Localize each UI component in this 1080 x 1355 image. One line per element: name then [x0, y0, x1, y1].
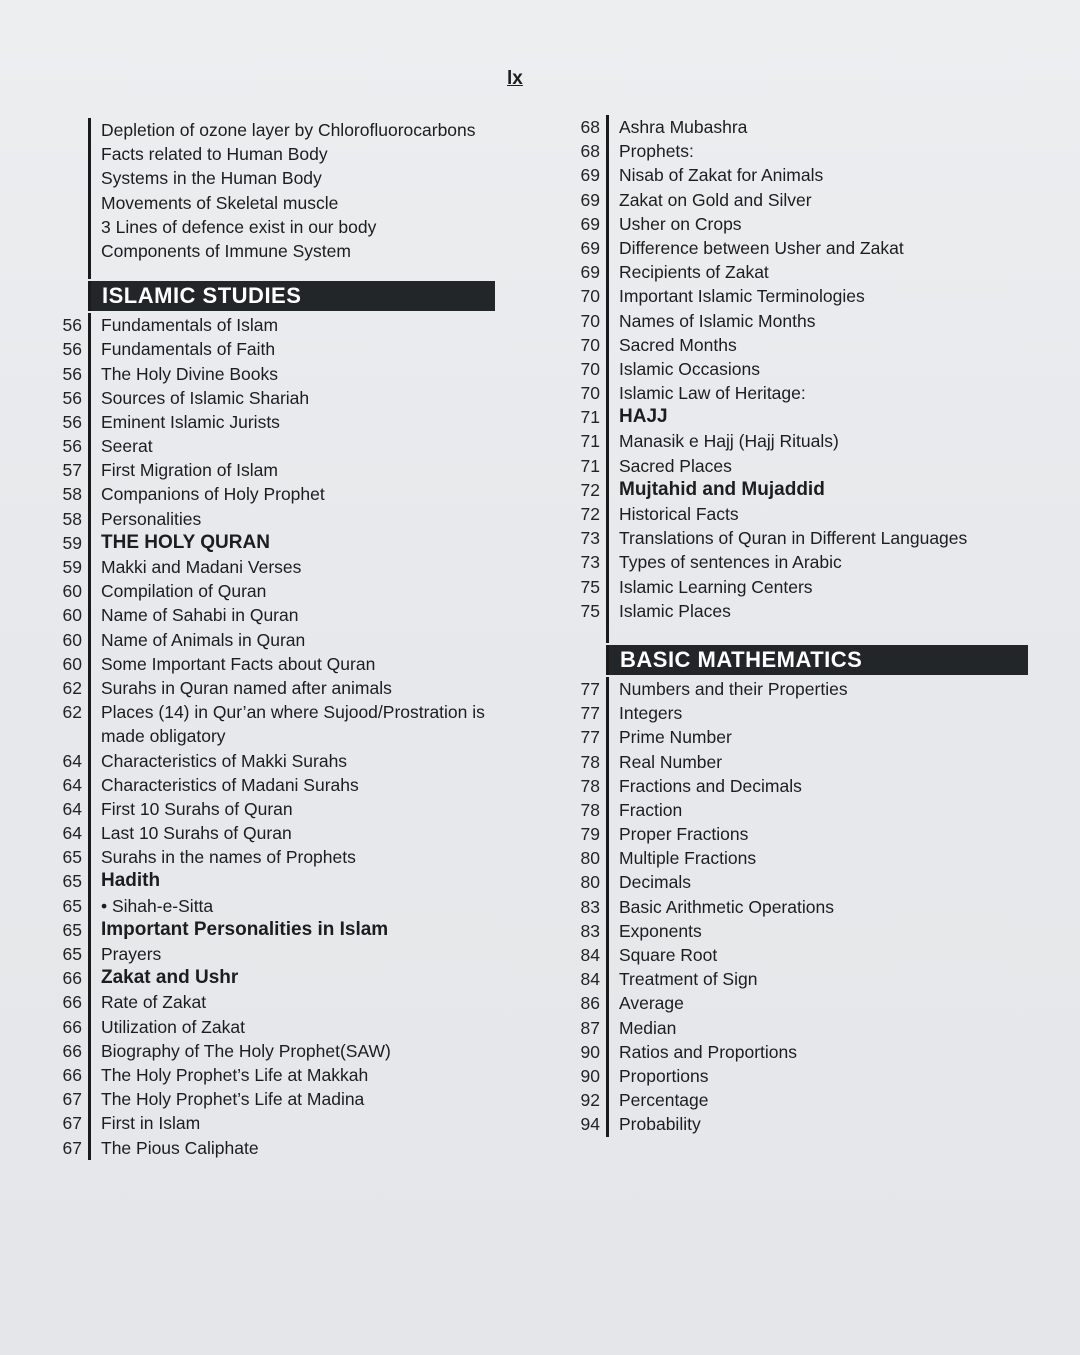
- toc-entry-title: Historical Facts: [606, 502, 1028, 526]
- toc-entry-title: Translations of Quran in Different Languages: [606, 526, 1028, 550]
- toc-entry-title: Usher on Crops: [606, 212, 1028, 236]
- toc-entry: [50, 386, 495, 410]
- toc-entry-title: Average: [606, 991, 1028, 1015]
- toc-entry: [568, 212, 1028, 236]
- toc-entry: [568, 798, 1028, 822]
- toc-divider-space: [568, 623, 1028, 643]
- toc-entry: [568, 725, 1028, 749]
- toc-page-number: 66: [62, 968, 82, 989]
- toc-entry: [50, 555, 495, 579]
- toc-page-number: 60: [62, 653, 82, 674]
- toc-entry: [50, 458, 495, 482]
- toc-right-column: [568, 115, 1028, 1137]
- toc-page-number: 71: [580, 455, 600, 476]
- toc-entry-title: Real Number: [606, 750, 1028, 774]
- toc-entry: [50, 773, 495, 797]
- toc-entry-title: Movements of Skeletal muscle: [88, 191, 495, 215]
- toc-page-number: 86: [580, 993, 600, 1014]
- toc-page-number: 90: [580, 1065, 600, 1086]
- toc-entry: [50, 845, 495, 869]
- toc-page-number: 90: [580, 1041, 600, 1062]
- toc-entry: [50, 362, 495, 386]
- toc-page-number: 69: [580, 262, 600, 283]
- toc-entry-title: Islamic Places: [606, 599, 1028, 623]
- toc-page-number: 70: [580, 383, 600, 404]
- toc-entry: [568, 357, 1028, 381]
- toc-page-number: 67: [62, 1113, 82, 1134]
- toc-entry-title: Some Important Facts about Quran: [88, 652, 495, 676]
- toc-page-number: 73: [580, 528, 600, 549]
- toc-page-number: 58: [62, 508, 82, 529]
- toc-page-number: 64: [62, 798, 82, 819]
- toc-entry-title: Exponents: [606, 919, 1028, 943]
- toc-page-number: 72: [580, 479, 600, 500]
- toc-entry-title: Zakat on Gold and Silver: [606, 188, 1028, 212]
- toc-page-number: 66: [62, 1016, 82, 1037]
- toc-entry: [568, 236, 1028, 260]
- toc-entry: [50, 1063, 495, 1087]
- toc-entry: [568, 1016, 1028, 1040]
- toc-entry: [568, 774, 1028, 798]
- toc-page-number: 65: [62, 871, 82, 892]
- toc-entry: [568, 1040, 1028, 1064]
- toc-page-number: 56: [62, 436, 82, 457]
- toc-page-number: 59: [62, 557, 82, 577]
- toc-entry: [50, 191, 495, 215]
- toc-entry: [568, 895, 1028, 919]
- toc-entry-title: Numbers and their Properties: [606, 677, 1028, 701]
- toc-entry-title: Prophets:: [606, 139, 1028, 163]
- toc-entry: [568, 333, 1028, 357]
- toc-page-number: 70: [580, 310, 600, 331]
- toc-islamic-continued-list: [568, 115, 1028, 623]
- toc-entry-title: Mujtahid and Mujaddid: [606, 478, 1028, 502]
- toc-entry: [50, 869, 495, 893]
- toc-entry-title: Manasik e Hajj (Hajj Rituals): [606, 429, 1028, 453]
- toc-intro-list: [50, 118, 495, 263]
- toc-entry: [568, 429, 1028, 453]
- toc-page-number: 65: [62, 919, 82, 940]
- toc-entry-title: Components of Immune System: [88, 239, 495, 263]
- toc-page-number: 80: [580, 848, 600, 869]
- toc-entry: [568, 1064, 1028, 1088]
- toc-entry: [568, 991, 1028, 1015]
- toc-entry-title: Fundamentals of Islam: [88, 313, 495, 337]
- toc-entry-title: Last 10 Surahs of Quran: [88, 821, 495, 845]
- toc-entry: [50, 676, 495, 700]
- toc-page-number: [50, 239, 88, 263]
- toc-entry-title: Makki and Madani Verses: [88, 555, 495, 579]
- toc-entry: [50, 1015, 495, 1039]
- toc-page-number: [50, 166, 88, 190]
- toc-entry: [50, 797, 495, 821]
- toc-entry-title: Prime Number: [606, 725, 1028, 749]
- toc-entry-title: Fraction: [606, 798, 1028, 822]
- toc-entry-title: 3 Lines of defence exist in our body: [88, 215, 495, 239]
- toc-entry-title: Characteristics of Madani Surahs: [88, 773, 495, 797]
- toc-page-number: 56: [62, 363, 82, 384]
- toc-page-number: 71: [580, 431, 600, 452]
- toc-entry-title: Sources of Islamic Shariah: [88, 386, 495, 410]
- toc-entry-title: First 10 Surahs of Quran: [88, 797, 495, 821]
- toc-entry-title: Personalities: [88, 507, 495, 531]
- toc-page-number: 60: [62, 629, 82, 650]
- toc-entry: [568, 309, 1028, 333]
- toc-page-number: 77: [580, 727, 600, 748]
- toc-entry-title: THE HOLY QURAN: [88, 531, 495, 555]
- toc-entry: [568, 526, 1028, 550]
- toc-entry-title: Median: [606, 1016, 1028, 1040]
- toc-entry-title: Fractions and Decimals: [606, 774, 1028, 798]
- toc-entry: [568, 599, 1028, 623]
- toc-entry-title: Names of Islamic Months: [606, 309, 1028, 333]
- toc-page-number: 69: [580, 213, 600, 234]
- toc-page-number: 78: [580, 799, 600, 820]
- toc-entry: [568, 870, 1028, 894]
- toc-entry: [50, 894, 495, 918]
- toc-entry: [50, 215, 495, 239]
- toc-entry-title: Name of Animals in Quran: [88, 628, 495, 652]
- toc-entry: [50, 652, 495, 676]
- toc-entry: [568, 943, 1028, 967]
- toc-entry-title: Proportions: [606, 1064, 1028, 1088]
- toc-entry: [568, 750, 1028, 774]
- toc-page-number: 70: [580, 286, 600, 307]
- toc-entry: [50, 531, 495, 555]
- toc-entry: [568, 550, 1028, 574]
- toc-page-number: 79: [580, 824, 600, 845]
- toc-entry: [50, 1136, 495, 1160]
- toc-left-column: [50, 118, 495, 1160]
- toc-page-number: 84: [580, 945, 600, 965]
- toc-page-number: 83: [580, 920, 600, 941]
- toc-entry-title: Important Personalities in Islam: [88, 918, 495, 942]
- toc-entry: [50, 942, 495, 966]
- toc-page-number: 84: [580, 969, 600, 990]
- toc-entry: [50, 628, 495, 652]
- toc-islamic-list: [50, 313, 495, 1160]
- toc-entry: [568, 967, 1028, 991]
- toc-entry: [568, 139, 1028, 163]
- toc-entry-title: Hadith: [88, 869, 495, 893]
- toc-entry-title: Facts related to Human Body: [88, 142, 495, 166]
- toc-entry-title: Zakat and Ushr: [88, 966, 495, 990]
- toc-entry-title: Decimals: [606, 870, 1028, 894]
- toc-mathematics-list: [568, 677, 1028, 1137]
- toc-page-number: 66: [62, 1064, 82, 1085]
- toc-page-number: 71: [580, 407, 600, 428]
- toc-page-number: 70: [580, 334, 600, 355]
- section-heading-islamic-studies: ISLAMIC STUDIES: [88, 281, 495, 311]
- toc-page-number: 57: [62, 460, 82, 481]
- toc-entry: [50, 603, 495, 627]
- toc-entry-title: The Holy Divine Books: [88, 362, 495, 386]
- toc-entry-title: Probability: [606, 1112, 1028, 1136]
- toc-entry-title: Nisab of Zakat for Animals: [606, 163, 1028, 187]
- toc-page-number: 67: [62, 1137, 82, 1158]
- toc-entry-title: Difference between Usher and Zakat: [606, 236, 1028, 260]
- toc-entry-title: Square Root: [606, 943, 1028, 967]
- toc-entry-title: Recipients of Zakat: [606, 260, 1028, 284]
- toc-entry-title: First in Islam: [88, 1111, 495, 1135]
- toc-entry: [50, 166, 495, 190]
- toc-entry-title: Percentage: [606, 1088, 1028, 1112]
- toc-page-number: 68: [580, 141, 600, 162]
- toc-page-number: 65: [62, 895, 82, 916]
- toc-entry: [568, 478, 1028, 502]
- toc-divider-space: [50, 263, 495, 279]
- toc-entry: [50, 1039, 495, 1063]
- toc-entry-title: Name of Sahabi in Quran: [88, 603, 495, 627]
- toc-entry: [568, 260, 1028, 284]
- toc-page-number: 65: [62, 944, 82, 965]
- toc-entry-title: The Holy Prophet’s Life at Makkah: [88, 1063, 495, 1087]
- page-number: lx: [507, 68, 523, 89]
- toc-page-number: 78: [580, 751, 600, 772]
- toc-page-number: 56: [62, 411, 82, 432]
- toc-entry-title: Characteristics of Makki Surahs: [88, 749, 495, 773]
- toc-entry: [50, 434, 495, 458]
- toc-entry-title: Islamic Law of Heritage:: [606, 381, 1028, 405]
- toc-entry: [568, 822, 1028, 846]
- toc-entry-title: Islamic Occasions: [606, 357, 1028, 381]
- toc-entry: [568, 1112, 1028, 1136]
- toc-entry-title: The Holy Prophet’s Life at Madina: [88, 1087, 495, 1111]
- toc-entry: [50, 337, 495, 361]
- toc-entry-title: Prayers: [88, 942, 495, 966]
- toc-entry: [50, 749, 495, 773]
- toc-page-number: 73: [580, 552, 600, 573]
- toc-page-number: 60: [62, 581, 82, 602]
- toc-entry: [50, 821, 495, 845]
- toc-entry: [50, 990, 495, 1014]
- toc-entry-title: The Pious Caliphate: [88, 1136, 495, 1160]
- toc-entry: [50, 700, 495, 748]
- toc-entry-title: Multiple Fractions: [606, 846, 1028, 870]
- toc-entry: [50, 410, 495, 434]
- toc-page-number: 77: [580, 703, 600, 724]
- toc-entry-title: Proper Fractions: [606, 822, 1028, 846]
- toc-entry: [50, 1087, 495, 1111]
- toc-entry-title: • Sihah-e-Sitta: [88, 894, 495, 918]
- toc-entry-title: Islamic Learning Centers: [606, 575, 1028, 599]
- toc-entry: [568, 405, 1028, 429]
- toc-entry-title: Sacred Months: [606, 333, 1028, 357]
- toc-entry: [50, 507, 495, 531]
- toc-page-number: 75: [580, 576, 600, 597]
- toc-entry: [50, 966, 495, 990]
- toc-page-number: 69: [580, 189, 600, 210]
- toc-entry-title: Systems in the Human Body: [88, 166, 495, 190]
- toc-entry-title: Basic Arithmetic Operations: [606, 895, 1028, 919]
- toc-page-number: [50, 215, 88, 239]
- toc-page-number: 72: [580, 504, 600, 524]
- toc-entry: [50, 918, 495, 942]
- toc-page-number: 77: [580, 678, 600, 699]
- toc-page-number: 83: [580, 896, 600, 917]
- toc-entry: [50, 239, 495, 263]
- toc-entry: [568, 701, 1028, 725]
- toc-entry: [568, 115, 1028, 139]
- toc-entry-title: Ashra Mubashra: [606, 115, 1028, 139]
- toc-entry-title: HAJJ: [606, 405, 1028, 429]
- toc-page-number: 87: [580, 1017, 600, 1038]
- toc-entry-title: Integers: [606, 701, 1028, 725]
- toc-entry: [568, 575, 1028, 599]
- toc-page-number: 62: [62, 702, 82, 723]
- toc-entry-title: Ratios and Proportions: [606, 1040, 1028, 1064]
- toc-page-number: 58: [62, 484, 82, 505]
- toc-page-number: [50, 191, 88, 215]
- toc-page-number: 56: [62, 315, 82, 336]
- toc-entry: [568, 1088, 1028, 1112]
- toc-entry-title: Compilation of Quran: [88, 579, 495, 603]
- toc-entry-title: Surahs in Quran named after animals: [88, 676, 495, 700]
- toc-page-number: 92: [580, 1090, 600, 1111]
- toc-entry: [50, 1111, 495, 1135]
- toc-entry: [568, 454, 1028, 478]
- toc-page-number: 68: [580, 117, 600, 137]
- toc-entry: [50, 482, 495, 506]
- toc-entry-title: Rate of Zakat: [88, 990, 495, 1014]
- toc-entry: [50, 579, 495, 603]
- toc-page-number: 65: [62, 847, 82, 868]
- toc-entry-title: First Migration of Islam: [88, 458, 495, 482]
- toc-entry-title: Depletion of ozone layer by Chlorofluorocarbons: [88, 118, 495, 142]
- toc-page-number: 69: [580, 165, 600, 186]
- toc-entry-title: Places (14) in Qur’an where Sujood/Prostration is made obligatory: [88, 700, 495, 748]
- toc-page-number: 70: [580, 358, 600, 379]
- toc-page-number: 56: [62, 339, 82, 360]
- toc-page-number: 94: [580, 1114, 600, 1135]
- toc-entry: [568, 846, 1028, 870]
- toc-entry-title: Eminent Islamic Jurists: [88, 410, 495, 434]
- toc-page-number: 64: [62, 774, 82, 795]
- toc-entry: [50, 142, 495, 166]
- toc-page-number: 64: [62, 823, 82, 844]
- toc-page-number: 64: [62, 750, 82, 771]
- toc-entry-title: Biography of The Holy Prophet(SAW): [88, 1039, 495, 1063]
- toc-entry-title: Types of sentences in Arabic: [606, 550, 1028, 574]
- toc-page-number: 56: [62, 387, 82, 408]
- toc-page-number: [50, 118, 88, 142]
- toc-page-number: 75: [580, 600, 600, 621]
- toc-entry-title: Surahs in the names of Prophets: [88, 845, 495, 869]
- toc-entry-title: Important Islamic Terminologies: [606, 284, 1028, 308]
- section-heading-row: [50, 279, 495, 313]
- toc-page-number: 80: [580, 872, 600, 893]
- section-heading-basic-mathematics: BASIC MATHEMATICS: [606, 645, 1028, 675]
- toc-page-number: 78: [580, 775, 600, 796]
- toc-entry: [568, 381, 1028, 405]
- toc-entry-title: Fundamentals of Faith: [88, 337, 495, 361]
- toc-entry-title: Treatment of Sign: [606, 967, 1028, 991]
- toc-entry: [568, 188, 1028, 212]
- toc-entry: [50, 118, 495, 142]
- toc-page-number: [50, 142, 88, 166]
- toc-page-number: 69: [580, 237, 600, 258]
- toc-entry: [568, 677, 1028, 701]
- toc-page-number: 66: [62, 1040, 82, 1061]
- toc-entry: [568, 919, 1028, 943]
- toc-entry: [568, 284, 1028, 308]
- toc-entry: [568, 502, 1028, 526]
- section-heading-row: [568, 643, 1028, 677]
- toc-page-number: 60: [62, 605, 82, 626]
- toc-page-number: 66: [62, 992, 82, 1013]
- toc-entry-title: Utilization of Zakat: [88, 1015, 495, 1039]
- toc-entry-title: Sacred Places: [606, 454, 1028, 478]
- toc-entry: [50, 313, 495, 337]
- toc-page-number: 59: [62, 532, 82, 553]
- toc-entry-title: Seerat: [88, 434, 495, 458]
- toc-page-number: 67: [62, 1089, 82, 1110]
- toc-entry-title: Companions of Holy Prophet: [88, 482, 495, 506]
- toc-page-number: 62: [62, 677, 82, 698]
- toc-entry: [568, 163, 1028, 187]
